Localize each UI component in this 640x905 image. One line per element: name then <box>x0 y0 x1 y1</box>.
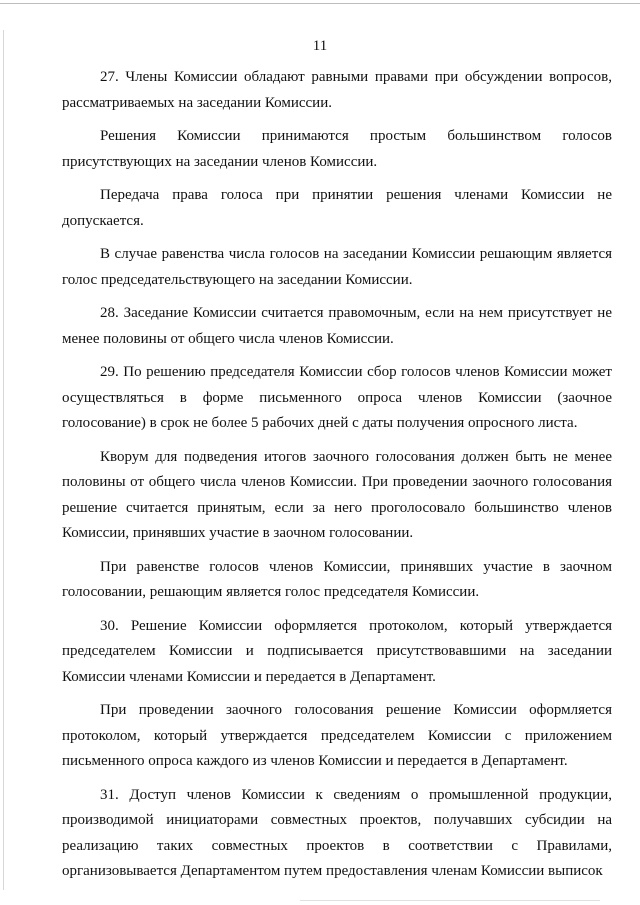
paragraph-quorum: Кворум для подведения итогов заочного голосования должен быть не менее половины от общего числа членов Комиссии. При проведении заочного голосования решение считается принятым, если за него проголосовало большинство членов Комиссии, принявших участие в заочном голосовании. <box>62 448 612 541</box>
paragraph-31: 31. Доступ членов Комиссии к сведениям о промышленной продукции, производимой инициаторами совместных проектов, получавших субсидии на реализацию таких совместных проектов в соответствии с Правилами, организовывается Департаментом путем предоставления членам Комиссии выписок <box>62 786 612 879</box>
scan-top-edge <box>0 3 640 4</box>
paragraph-tie-vote: В случае равенства числа голосов на заседании Комиссии решающим является голос председательствующего на заседании Комиссии. <box>62 246 612 288</box>
paragraph-absentee-tie: При равенстве голосов членов Комиссии, принявших участие в заочном голосовании, решающим является голос председателя Комиссии. <box>62 558 612 600</box>
paragraph-30: 30. Решение Комиссии оформляется протоколом, который утверждается председателем Комиссии и подписывается присутствовавшими на заседании Комиссии членами Комиссии и передается в Департамент. <box>62 617 612 685</box>
scan-left-edge <box>3 30 4 890</box>
paragraph-27: 27. Члены Комиссии обладают равными правами при обсуждении вопросов, рассматриваемых на заседании Комиссии. <box>62 69 612 111</box>
scan-bottom-edge <box>300 900 600 901</box>
paragraph-28: 28. Заседание Комиссии считается правомочным, если на нем присутствует не менее половины от общего числа членов Комиссии. <box>62 305 612 347</box>
paragraph-vote-transfer: Передача права голоса при принятии решения членами Комиссии не допускается. <box>62 187 612 229</box>
paragraph-29: 29. По решению председателя Комиссии сбор голосов членов Комиссии может осуществляться в форме письменного опроса членов Комиссии (заочное голосование) в срок не более 5 рабочих дней с даты получения опросного листа. <box>62 364 612 431</box>
page-number: 11 <box>312 38 328 54</box>
paragraph-decisions-majority: Решения Комиссии принимаются простым большинством голосов присутствующих на заседании членов Комиссии. <box>62 128 612 170</box>
document-body <box>62 65 612 893</box>
paragraph-absentee-protocol: При проведении заочного голосования решение Комиссии оформляется протоколом, который утверждается председателем Комиссии с приложением письменного опроса каждого из членов Комиссии и передается в Департамент. <box>62 702 612 769</box>
